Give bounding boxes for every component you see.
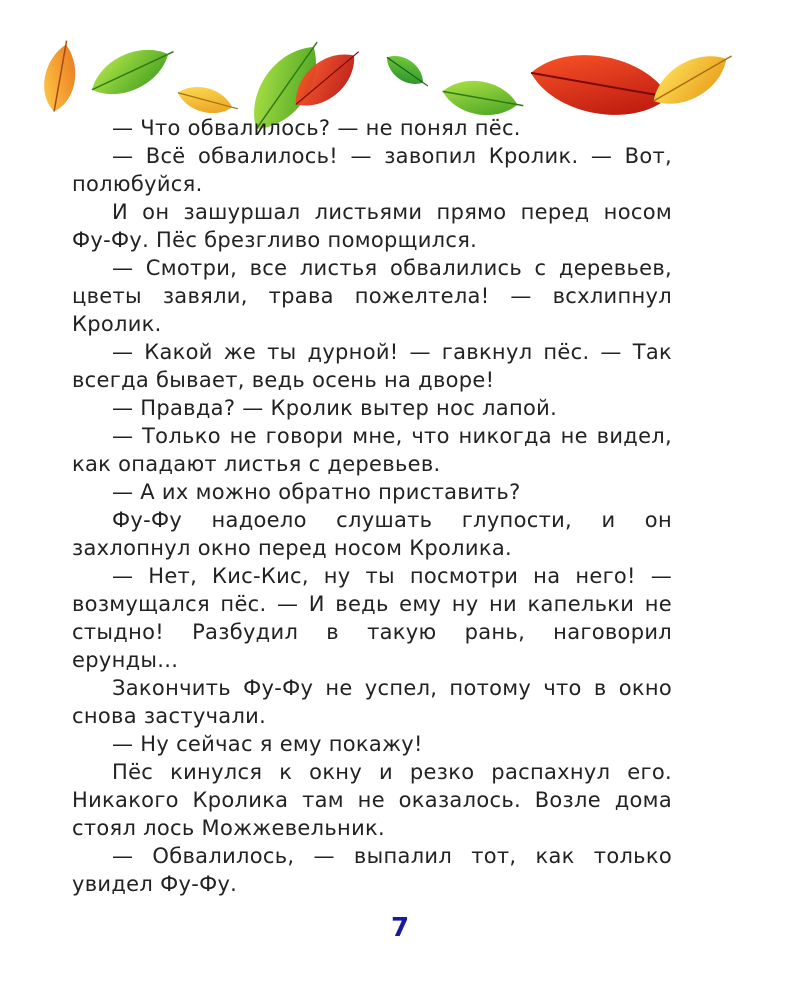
paragraph: — Какой же ты дурной! — гавкнул пёс. — Так всегда бывает, ведь осень на дворе! xyxy=(72,340,672,392)
orange-leaf-icon xyxy=(39,38,81,114)
paragraph: — Обвалилось, — выпалил тот, как только увидел Фу-Фу. xyxy=(72,844,672,896)
paragraph: — Только не говори мне, что никогда не видел, как опадают листья с деревьев. xyxy=(72,424,672,476)
story-text xyxy=(72,114,672,898)
paragraph: — Смотри, все листья обвалились с деревьев, цветы завяли, трава пожелтела! — всхлипнул Кролик. xyxy=(72,256,672,336)
green-leaf-icon xyxy=(84,35,181,106)
paragraph: — А их можно обратно приставить? xyxy=(112,480,521,504)
paragraph: Закончить Фу-Фу не успел, потому что в окно снова застучали. xyxy=(72,676,672,728)
paragraph: — Всё обвалилось! — завопил Кролик. — Вот, полюбуйся. xyxy=(72,144,672,196)
page-number: 7 xyxy=(390,913,410,943)
green-leaf-icon xyxy=(381,49,434,95)
yellow-leaf-icon xyxy=(645,40,741,116)
paragraph: И он зашуршал листьями прямо перед носом Фу-Фу. Пёс брезгливо поморщился. xyxy=(72,200,672,252)
paragraph: — Правда? — Кролик вытер нос лапой. xyxy=(112,396,558,420)
paragraph: Пёс кинулся к окну и резко распахнул его. Никакого Кролика там не оказалось. Возле дома стоял лось Можжевельник. xyxy=(72,760,672,840)
paragraph: — Нет, Кис-Кис, ну ты посмотри на него! — возмущался пёс. — И ведь ему ну ни капельки не стыдно! Разбудил в такую рань, наговорил ерунды... xyxy=(72,564,672,672)
paragraph: — Что обвалилось? — не понял пёс. xyxy=(112,116,521,140)
paragraph: Фу-Фу надоело слушать глупости, и он захлопнул окно перед носом Кролика. xyxy=(72,508,672,560)
paragraph: — Ну сейчас я ему покажу! xyxy=(112,732,423,756)
